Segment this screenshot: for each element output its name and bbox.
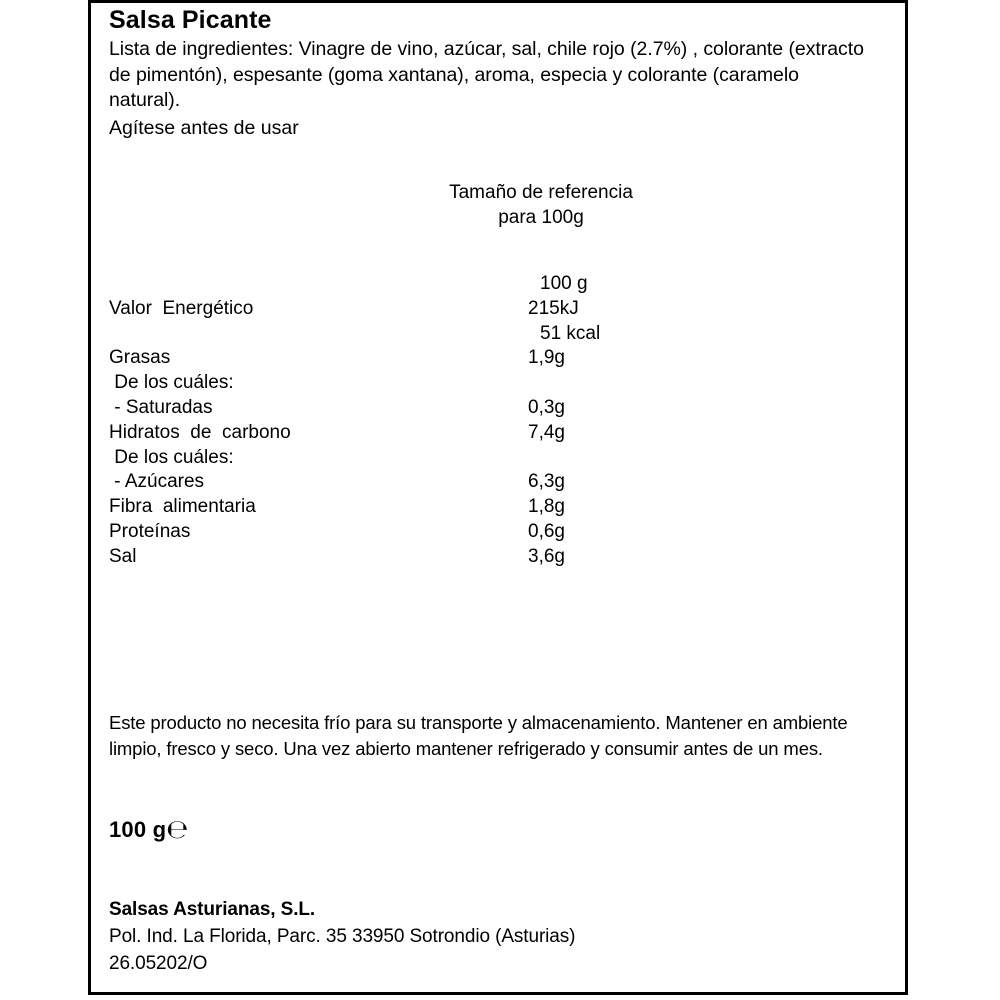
nutrition-row (91, 496, 905, 521)
shake-before-use-note: Agítese antes de usar (109, 117, 299, 139)
nutrition-row-value: 0,6g (528, 520, 565, 542)
nutrition-row (91, 422, 905, 447)
nutrition-row-value: 6,3g (528, 471, 565, 493)
reference-size-line-2: para 100g (498, 207, 584, 228)
nutrition-row-label: Grasas (109, 347, 171, 369)
nutrition-row-value: 3,6g (528, 545, 565, 567)
nutrition-row-label: - Azúcares (109, 471, 205, 493)
reference-size-header (391, 180, 691, 230)
nutrition-row-label: Fibra alimentaria (109, 496, 256, 518)
nutrition-row-label: - Saturadas (109, 396, 213, 418)
ingredients-list: Lista de ingredientes: Vinagre de vino, azúcar, sal, chile rojo (2.7%) , colorante (extracto de pimentón), espesante (goma xantana), aroma, especia y colorante (caramelo natural). (109, 38, 864, 111)
nutrition-row-label: Hidratos de carbono (109, 421, 291, 443)
company-name: Salsas Asturianas, S.L. (109, 899, 316, 920)
nutrition-table (91, 273, 905, 571)
nutrition-row (91, 521, 905, 546)
batch-code: 26.05202/O (109, 953, 208, 974)
nutrition-row-value: 215kJ (528, 297, 579, 319)
nutrition-row-label: De los cuáles: (109, 372, 234, 394)
net-weight (109, 815, 189, 845)
reference-size-line-1: Tamaño de referencia (449, 182, 633, 203)
nutrition-row (91, 298, 905, 323)
nutrition-row-value: 51 kcal (540, 322, 601, 344)
nutrition-row-value: 100 g (540, 273, 588, 294)
nutrition-row-value: 7,4g (528, 421, 565, 443)
nutrition-row-label: Sal (109, 545, 137, 567)
nutrition-row-value: 1,8g (528, 496, 565, 518)
nutrition-row-value: 0,3g (528, 396, 565, 418)
nutrition-row-label: De los cuáles: (109, 446, 234, 468)
company-address: Pol. Ind. La Florida, Parc. 35 33950 Sotrondio (Asturias) (109, 926, 576, 947)
nutrition-row-label: Proteínas (109, 520, 191, 542)
estimated-sign-icon: ℮ (166, 815, 189, 845)
nutrition-row (91, 397, 905, 422)
nutrition-row (91, 372, 905, 397)
nutrition-row (91, 447, 905, 472)
nutrition-row (91, 546, 905, 571)
nutrition-row-value: 1,9g (528, 347, 565, 369)
nutrition-label-frame (88, 0, 908, 995)
nutrition-row (91, 347, 905, 372)
nutrition-row (91, 323, 905, 348)
storage-instructions: Este producto no necesita frío para su transporte y almacenamiento. Mantener en ambiente limpio, fresco y seco. Una vez abierto mantener refrigerado y consumir antes de un mes. (109, 712, 848, 759)
page-title: Salsa Picante (109, 6, 272, 34)
nutrition-row (91, 471, 905, 496)
net-weight-value: 100 g (109, 817, 167, 842)
nutrition-row-label: Valor Energético (109, 297, 254, 319)
nutrition-row (91, 273, 905, 298)
